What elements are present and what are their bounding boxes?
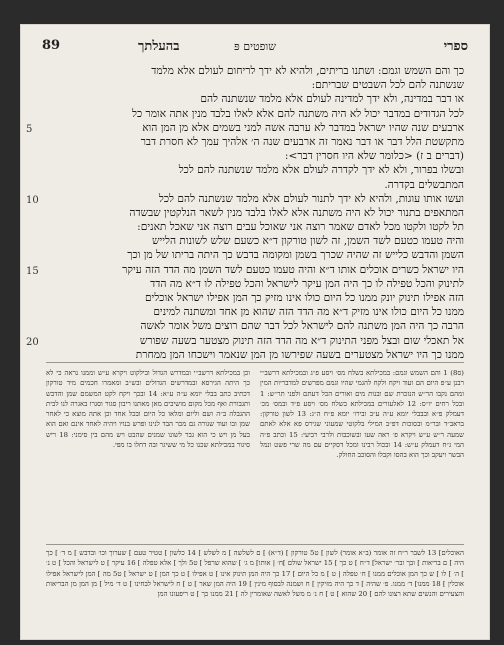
text-line: הרבה כך היה המן משתנה להם לישראל לכל דבר שהם רוצים משל אומר לאשה	[140, 320, 464, 333]
main-text	[26, 64, 464, 362]
divider-line	[46, 544, 464, 545]
text-line: ממנו כל היום כולו אינו מזיק ד״א מה הדד הזה שהוא מן אחד ומשתנה למינים	[153, 306, 464, 319]
text-line: והיה טעמו כטעם לשד השמן, זה לשון טורקון ד״א כשעם שלש לשונות הלייש	[151, 235, 464, 248]
text-line: ממנו כך היו ישראל מצטערים בשעה שפירשו מן המן שנאמר וישכחו המן ממחרת	[135, 348, 464, 361]
notes-column-left: וכן במכילתא דרשב״י ובמדרש הגדול ובילקוט ויקרא ע״ש וממנו נראה כי לא כך היתה הגירסא ובמדרשים הגדולים ובש״ב ומאמרו חכמים מיד טורקון דכתיב כתב בבלי יומא ע״ה ע״א: 14 ובכך ויקח לקט המשמם שמן והדבש ותגבורת ואף מכל מקום מושיבים מאן מאתנו ריבון סגור וסגרו באגרה לנו לבית ההגבלה ב״ה ושם וליום ומלאו כל היום ובכל אחד וכן אתה מוצא כי לאחר שמן ובו ועוד שגורה גם מכר הבד לנינו ופרש בנויו ויהיה לאחד אינם ואם הוא בעל מן ויש כי הוא גבר לשונו שמנים שהבט ויש מהם בין סימני: 18 ריש סיגור במכילתא שכנו כל מי ששיגר ובה דחלו בו מפי.	[46, 369, 251, 450]
text-line: השמן והדבש כלייש זה שהיה שכרך בשמן ומקומה בדבש כך היתה בריתו של מן וכך	[127, 249, 464, 262]
section-label	[42, 40, 468, 53]
text-line: הזה אפילו תינוק יונק ממנו כל היום כולו אינו מזיק כך המן אפילו ישראל אוכלים	[144, 292, 464, 304]
text-line: שנשתנה להם לכל השבטים שבריתם:	[311, 79, 464, 92]
text-line: המתאפים בתנור יכול לא היה משתנה אלא לאלו בלבד מנין לשאר הנלקטין שבשדה	[129, 206, 464, 219]
text-line: מתקשטת הלל דבר או דבר נאמר זה ארבעים שנה ה׳ אלהיך עמך לא חסרת דבר	[140, 135, 464, 148]
text-line: (דברים ב ז) <כלומר שלא היו חסרין דבר>:	[284, 150, 464, 163]
text-line: המתבשלים בקדרה.	[384, 178, 464, 191]
text-line: ובשלו בפרור, ולא לא ידך לקדרה לעולם אלא מלמד שנשתנה להם לכל	[178, 164, 464, 177]
line-number: 5	[26, 123, 33, 135]
line-number: 15	[26, 265, 39, 277]
page-header	[42, 38, 468, 56]
commentary-notes	[46, 368, 464, 461]
divider-line	[46, 362, 464, 363]
text-line: ועשו אותו עוגות, ולהיא לא ידך לתנור לעולם אלא מלמד שנשתנה להם לכל	[158, 192, 464, 205]
notes-column-right: (ס8) 1 והם השמש וגמם: במכילתא בשלח מס׳ ויסע פ״ג ובמכילתא דרשב״י רבנן ע״פ היום הם ועוד ויקח ולקח להגמי שהיו וגמם מפרשים למדבריות המין ומהם נקבו הר״ש הנזכרת שם ובנות מים ואורים הכל דעתם ולפני תר״ש: 1 ובכל רחים יו״ס: 12 לאלעזרים במכילתא בשלח מס׳ ויסע פ״ד ובמס׳ מכ׳ דעמלק פ״א ובבבלי יומא ע״ה ע״ב ובירו׳ יומא פ״ח ה״ג: 13 לשון טורקון: בראב״ד ובר״מ ובסוכות דפ״ב המילי בלקוטי שמעוני שגירס פא אלא לאתם שמעה ר״ש ע״ש ויקרא פ׳ ראה שעו ובשוכבות ולרבי רביעי: 15 וכתב פ״ה המי ג״ח דעמלק ע״ש: 14 ובכול רבינו ומכל דסקיים עם מה שרי פשט ונמל הבשר ויעקב וכך הוא בהסו וקבלו והסוכב החולק.	[260, 369, 464, 460]
book-title: ספרי	[443, 39, 468, 54]
text-line: כך והם השמש וגמם: ושתנו בריתים, ולהיא לא ידך לריחום לעולם אלא מלמד	[151, 65, 464, 77]
text-line: או דבר במדינה, ולא ידך למדינה לעולם אלא מלמד שנשתנה להם	[200, 93, 464, 106]
text-line: תל לקטו ולקטו מכל לאדם שאמר רוצה אני שאוכל עבים רוצה אני שאכל תאנים:	[137, 221, 464, 234]
text-line: ארבעים שנה שהיו ישראל במדבר לא ערבה אשה למני בשמים אלא מן המן הוא	[142, 121, 464, 134]
page-number: 89	[42, 38, 61, 53]
portion-title: בהעלתך	[138, 39, 180, 54]
book-page	[20, 24, 490, 640]
text-line: לכל הגדודים במדבר יכול לא היה משתנה להם אלא לאלו בלבד מנין אתה אומר כל	[132, 107, 464, 120]
text-line: לתינוק והכל טפילה לו כך היה המן עיקר לישראל והכל טפילה לו ד״א מה הדד	[150, 277, 464, 290]
text-line: אל תאכלי שום ובצל מפני התינוק ד״א מה הדד הזה תינוק מצטער בשעה שפורש	[139, 334, 464, 347]
line-number: 10	[26, 194, 39, 206]
line-number: 20	[26, 336, 39, 348]
section-name: שופטים פּ	[233, 40, 277, 53]
text-line: היו ישראל כשרים אוכלים אותו ד״א והיה טעמו כטעם לשד השמן מה הדד הזה עיקר	[122, 263, 464, 276]
critical-apparatus: האוכלים] 13 לשבר ר״ח זה אומר (ב״א אומר) לשון ] ט5 טורקון ] (ד״א) ] ם לשלשה ] מ לשלש ] 14 כלשון ] טטיר טעם ] שערוך וכו׳ ובדבש ] מ ד׳ ] כך היה ] ם בריאות ] ובך ובר׳ ישראל] ד״ח ] ט כך ] 15 ישראל שולם ]ח׳ | אותו] מ ג׳ ] שהוא שרפל ] ט5 ולך ] אלא טפלה ] 16 עיקר ] ט לישראל והכל ] ט נ׳ ] ה׳ ] לו ] ש כך המן אוכלים ממנו ] ח׳ טפלה | ט ] מ כל היום ] 17 כך היה המן תינוק אינו ] ט אפילו ] ט כך המן ] ט ישראל ] ט5 מה ] המן לישראל אפילו אוכלין ] 18 ממנו] ד׳ ממנו. פ׳ שהיה ] ד כך היה מזיקין ] ח ושמנה לבסוף מינין ] 19 היה המן שאר ] ט ] ח לישראל לבחינו ] ט ד׳ מיל ] מן המן מן הבריאות והצעירים והנשים שתא רצונו להם ] 20 שהוא ] ט ] ח נ׳ מ משל לאשה שאומרין לה ] 21 ממנו כך ] ט ריפעונו המן	[46, 549, 465, 599]
